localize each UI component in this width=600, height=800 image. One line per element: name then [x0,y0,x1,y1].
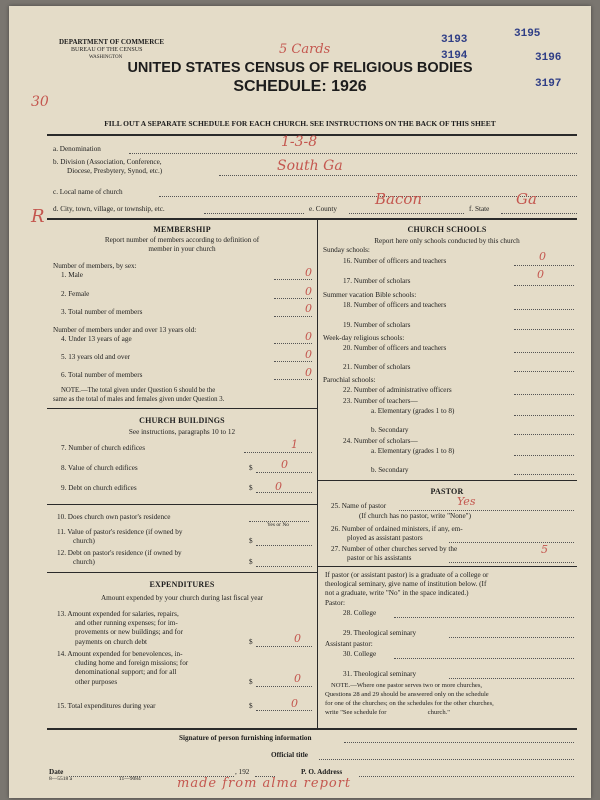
city-town-line [204,213,304,214]
signature-line [344,742,574,743]
membership-note-2: same as the total of males and females given under Question 3. [53,396,225,403]
q24a-elementary: a. Elementary (grades 1 to 8) [371,447,455,455]
rule [47,218,577,220]
q19-scholars: 19. Number of scholars [343,321,411,329]
q3-total: 3. Total number of members [61,308,143,316]
q20-officers-teachers: 20. Number of officers and teachers [343,344,447,352]
answer-line [449,678,574,679]
denomination-answer: 1-3-8 [281,134,318,150]
answer-line [274,279,312,280]
q2-female: 2. Female [61,290,90,298]
print-number: 11—9084 [119,776,141,782]
answer-line [449,562,574,563]
answer-line [514,455,574,456]
q1-answer: 0 [305,266,312,279]
q3-answer: 0 [305,302,312,315]
stamp-number-5: 3197 [535,78,562,90]
answer-line [256,566,312,567]
q2-answer: 0 [305,285,312,298]
bureau-label: BUREAU OF THE CENSUS [71,47,143,53]
membership-note: NOTE.—The total given under Question 6 should be the [61,387,216,394]
rule [47,408,317,409]
division-label-2: Diocese, Presbytery, Synod, etc.) [67,167,163,175]
answer-line [394,617,574,618]
q22-admin-officers: 22. Number of administrative officers [343,386,452,394]
answer-line [274,343,312,344]
city-town-label: d. City, town, village, or township, etc. [53,205,165,213]
answer-line [514,415,574,416]
q13-line-1: 13. Amount expended for salaries, repairs, [57,610,179,618]
pastor-note-4: write "See schedule for church." [325,709,450,716]
form-subtitle: SCHEDULE: 1926 [233,78,367,95]
q23a-elementary: a. Elementary (grades 1 to 8) [371,407,455,415]
rule [317,566,577,567]
rule [47,504,317,505]
q29-seminary: 29. Theological seminary [343,629,417,637]
stamp-number-3: 3195 [514,28,541,40]
division-answer: South Ga [277,158,343,174]
q14-line-4: other purposes [75,678,118,686]
answer-line [274,298,312,299]
q31-seminary: 31. Theological seminary [343,670,417,678]
expenditures-subheading: Amount expended by your church during last fiscal year [100,594,264,602]
q26-ordained-ministers: 26. Number of ordained ministers, if any, em- [331,525,463,533]
yes-no-hint: Yes or No [267,522,290,528]
official-title-label: Official title [271,751,308,759]
answer-line [256,646,312,647]
dollar-sign: $ [249,537,253,545]
q24b-secondary: b. Secondary [371,466,409,474]
column-divider [317,218,318,728]
q25-pastor-name: 25. Name of pastor [331,502,387,510]
q23b-secondary: b. Secondary [371,426,409,434]
q4-answer: 0 [305,330,312,343]
q14-answer: 0 [294,672,301,685]
county-line [349,213,464,214]
rule [47,728,577,730]
pastor-note-3: for one of the churches; on the schedules for the other churches, [325,700,494,707]
q15-total-expenditures: 15. Total expenditures during year [57,702,156,710]
official-title-line [319,759,574,760]
local-name-label: c. Local name of church [53,188,123,196]
dollar-sign: $ [249,484,253,492]
q30-college: 30. College [343,650,377,658]
state-answer: Ga [516,190,537,208]
q11-value-residence-2: church) [73,537,95,545]
q10-pastor-residence: 10. Does church own pastor's residence [57,513,171,521]
department-label: DEPARTMENT OF COMMERCE [59,38,165,46]
age-label: Number of members under and over 13 years old: [53,326,197,334]
q12-debt-residence-2: church) [73,558,95,566]
margin-letter: R [31,206,45,227]
stamp-number-1: 3193 [441,34,468,46]
q16-answer: 0 [539,250,546,263]
year-label: , 192 [235,768,250,776]
answer-line [514,394,574,395]
answer-line [244,452,312,453]
q21-scholars: 21. Number of scholars [343,363,411,371]
rule [47,572,317,573]
census-schedule-sheet [9,6,591,798]
q9-answer: 0 [275,480,282,493]
q7-edifices: 7. Number of church edifices [61,444,146,452]
answer-line [514,265,574,266]
answer-line [274,316,312,317]
answer-line [514,352,574,353]
graduate-instructions-2: theological seminary, give name of institution below. (If [325,580,487,588]
rule [317,480,577,481]
q13-line-3: provements or new buildings; and for [75,628,183,636]
weekday-schools-label: Week-day religious schools: [323,334,405,342]
q5-over-13: 5. 13 years old and over [61,353,131,361]
pastor-note-2: Questions 28 and 29 should be answered only on the schedule [325,691,489,698]
answer-line [514,371,574,372]
dollar-sign: $ [249,678,253,686]
state-line [501,213,577,214]
expenditures-heading: EXPENDITURES [149,580,215,589]
denomination-label: a. Denomination [53,145,101,153]
q25-hint: (If church has no pastor, write "None") [359,512,471,520]
answer-line [449,542,574,543]
q23-teachers: 23. Number of teachers— [343,397,418,405]
instruction-line: FILL OUT A SEPARATE SCHEDULE FOR EACH CHURCH. SEE INSTRUCTIONS ON THE BACK OF THIS SHEET [104,119,496,128]
q9-debt: 9. Debt on church edifices [61,484,137,492]
schools-heading: CHURCH SCHOOLS [407,225,487,234]
margin-number: 30 [31,94,49,110]
q7-answer: 1 [291,438,298,451]
q13-answer: 0 [294,632,301,645]
date-label: Date [49,768,64,776]
q14-line-3: denominational support; and for all [75,668,177,676]
assistant-pastor-label: Assistant pastor: [325,640,373,648]
answer-line [256,472,312,473]
pastor-name-answer: Yes [457,495,476,508]
answer-line [256,710,312,711]
q17-answer: 0 [537,268,544,281]
q4-under-13: 4. Under 13 years of age [61,335,132,343]
answer-line [274,361,312,362]
pastor-label: Pastor: [325,599,345,607]
q13-line-2: and other running expenses; for im- [75,619,178,627]
stamp-number-2: 3194 [441,50,468,62]
q8-answer: 0 [281,458,288,471]
q17-scholars: 17. Number of scholars [343,277,411,285]
q27-other-churches: 27. Number of other churches served by the [331,545,458,553]
q6-answer: 0 [305,366,312,379]
division-label: b. Division (Association, Conference, [53,158,162,166]
q28-college: 28. College [343,609,377,617]
form-number: 8—5518 a [49,776,73,782]
sunday-schools-label: Sunday schools: [323,246,370,254]
county-answer: Bacon [375,190,423,208]
answer-line [514,285,574,286]
q26-line-2: ployed as assistant pastors [347,534,423,542]
cards-note: 5 Cards [279,42,331,57]
local-name-line [159,196,577,197]
dollar-sign: $ [249,702,253,710]
q18-officers-teachers: 18. Number of officers and teachers [343,301,447,309]
graduate-instructions-3: not a graduate, write "No" in the space indicated.) [325,589,469,597]
dollar-sign: $ [249,464,253,472]
division-line [219,175,577,176]
answer-line [514,309,574,310]
answer-line [449,637,574,638]
q5-answer: 0 [305,348,312,361]
answer-line [514,329,574,330]
q13-line-4: payments on church debt [75,638,148,646]
answer-line [256,545,312,546]
q8-value: 8. Value of church edifices [61,464,138,472]
q6-total: 6. Total number of members [61,371,143,379]
membership-heading: MEMBERSHIP [153,225,211,234]
q24-scholars: 24. Number of scholars— [343,437,418,445]
pastor-note: NOTE.—Where one pastor serves two or more churches, [331,682,483,689]
membership-intro: Report number of members according to definition of [104,236,260,244]
state-label: f. State [469,205,490,213]
dollar-sign: $ [249,638,253,646]
q1-male: 1. Male [61,271,83,279]
pastor-heading: PASTOR [430,487,464,496]
q27-answer: 5 [541,543,548,556]
county-label: e. County [309,205,337,213]
parochial-schools-label: Parochial schools: [323,376,376,384]
denomination-line [129,153,577,154]
dollar-sign: $ [249,558,253,566]
answer-line [256,492,312,493]
by-sex-label: Number of members, by sex: [53,262,137,270]
q12-debt-residence: 12. Debt on pastor's residence (if owned by [57,549,182,557]
answer-line [394,658,574,659]
form-title: UNITED STATES CENSUS OF RELIGIOUS BODIES [127,60,473,76]
answer-line [399,510,574,511]
q11-value-residence: 11. Value of pastor's residence (if owned by [57,528,183,536]
answer-line [514,434,574,435]
membership-intro-2: member in your church [148,245,216,253]
q14-line-1: 14. Amount expended for benevolences, in- [57,650,183,658]
buildings-subheading: See instructions, paragraphs 10 to 12 [128,428,236,436]
city-label: WASHINGTON [89,55,123,60]
stamp-number-4: 3196 [535,52,562,64]
q27-line-2: pastor or his assistants [347,554,412,562]
answer-line [274,379,312,380]
signature-label: Signature of person furnishing information [179,734,312,742]
po-address-label: P. O. Address [301,768,343,776]
answer-line [256,686,312,687]
graduate-instructions: If pastor (or assistant pastor) is a graduate of a college or [325,571,489,579]
footer-handwritten-note: made from alma report [177,776,352,791]
po-address-line [359,776,574,777]
summer-schools-label: Summer vacation Bible schools: [323,291,417,299]
q14-line-2: cluding home and foreign missions; for [75,659,189,667]
schools-subheading: Report here only schools conducted by this church [374,237,520,245]
buildings-heading: CHURCH BUILDINGS [139,416,225,425]
q15-answer: 0 [291,697,298,710]
answer-line [514,474,574,475]
q16-officers-teachers: 16. Number of officers and teachers [343,257,447,265]
